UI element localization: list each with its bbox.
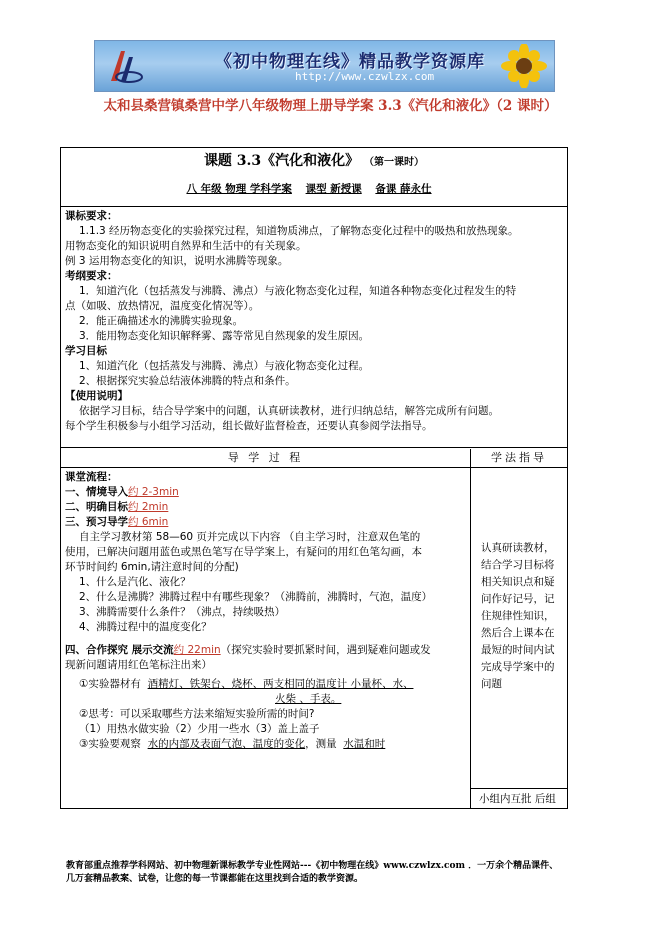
exam-line: 1．知道汽化（包括蒸发与沸腾、沸点）与液化物态变化过程，知道各种物态变化过程发生的特 [79, 285, 517, 297]
question-item: 2、什么是沸腾？沸腾过程中有哪些现象？（沸腾前，沸腾时，气泡，温度） [79, 591, 433, 603]
step-label: 四、合作探究 展示交流 [65, 644, 174, 656]
guide-column-head: 学法指导 [491, 451, 547, 464]
process-heading: 课堂流程： [65, 471, 118, 483]
meta-grade: 八 年级 物理 学科学案 [186, 183, 292, 195]
process-step [65, 643, 466, 658]
experiment-line [65, 677, 466, 692]
experiment-label: ③实验要观察 [79, 738, 141, 750]
exam-line: 3．能用物态变化知识解释雾、露等常见自然现象的发生原因。 [79, 330, 370, 342]
step-time: 约 22min [173, 644, 221, 656]
site-logo-icon [107, 47, 143, 85]
experiment-value: 酒精灯、铁架台、烧杯、两支相同的温度计 小量杯、水、 [147, 678, 414, 690]
exam-heading: 考纲要求： [65, 270, 118, 282]
process-step [65, 500, 466, 515]
usage-line: 依据学习目标，结合导学案中的问题，认真研读教材，进行归纳总结，解答完成所有问题。 [79, 405, 499, 417]
intro-section [61, 207, 567, 448]
step-label: 三、预习导学 [65, 516, 128, 528]
meta-author: 备课 薛永仕 [375, 183, 432, 195]
exam-line: 点（如吸、放热情况，温度变化情况等）。 [65, 300, 260, 312]
self-study-line: 自主学习教材第 58—60 页并完成以下内容 （自主学习时，注意双色笔的 [79, 531, 421, 543]
guide-tip: 认真研读教材，结合学习目标将相关知识点和疑问作好记号，记住规律性知识，然后合上课本在最短的时间内试完成导学案中的问题 [481, 542, 555, 690]
meta-type: 课型 新授课 [305, 183, 362, 195]
experiment-value: 水的内部及表面气泡、温度的变化 [147, 738, 306, 750]
self-study-line: 环节时间约 6min,请注意时间的分配) [65, 561, 239, 573]
footer-line: 几万套精品教案、试卷，让您的每一节课都能在这里找到合适的教学资源。 [66, 874, 364, 884]
page-footer [66, 860, 596, 886]
process-step [65, 515, 466, 530]
step-note: （探究实验时要抓紧时间，遇到疑难问题或发 [220, 644, 431, 656]
experiment-line [65, 692, 466, 707]
lesson-sheet [60, 147, 568, 809]
question-item: 1、什么是汽化、液化？ [79, 576, 191, 588]
process-table-header [61, 449, 567, 468]
usage-line: 每个学生积极参与小组学习活动，组长做好监督检查，还要认真参阅学法指导。 [65, 420, 433, 432]
experiment-value: 火柴 、手表。 [275, 693, 342, 705]
goal-line: 1、知道汽化（包括蒸发与沸腾、沸点）与液化物态变化过程。 [79, 360, 370, 372]
usage-heading: 【使用说明】 [65, 390, 128, 402]
self-study-line: 使用，已解决问题用蓝色或黑色笔写在导学案上，有疑问的用红色笔勾画，本 [65, 546, 422, 558]
standard-line: 例 3 运用物态变化的知识，说明水沸腾等现象。 [65, 255, 289, 267]
standard-line: 用物态变化的知识说明自然界和生活中的有关现象。 [65, 240, 307, 252]
question-item: 3、沸腾需要什么条件？（沸点，持续吸热） [79, 606, 286, 618]
step-label: 二、明确目标 [65, 501, 128, 513]
standard-heading: 课标要求： [65, 210, 118, 222]
goal-heading: 学习目标 [65, 345, 107, 357]
goal-line: 2、根据探究实验总结液体沸腾的特点和条件。 [79, 375, 296, 387]
experiment-text: ，测量 [305, 738, 337, 750]
experiment-value: 水温和时 [343, 738, 386, 750]
process-step [65, 485, 466, 500]
step-note: 现新问题请用红色笔标注出来） [65, 659, 212, 671]
experiment-line: （1）用热水做实验（2）少用一些水（3）盖上盖子 [79, 723, 320, 735]
experiment-line [65, 737, 466, 752]
step-time: 约 2-3min [128, 486, 179, 498]
site-banner [94, 40, 555, 92]
document-title: 太和县桑营镇桑营中学八年级物理上册导学案 3.3《汽化和液化》（2 课时） [103, 98, 558, 114]
process-column-head: 导 学 过 程 [61, 449, 471, 467]
lesson-title [61, 154, 567, 170]
step-label: 一、情境导入 [65, 486, 128, 498]
question-item: 4、沸腾过程中的温度变化？ [79, 621, 212, 633]
banner-url[interactable]: http://www.czwlzx.com [295, 70, 435, 83]
lesson-title-main: 课题 3.3《汽化和液化》 [203, 153, 360, 169]
lesson-title-sub: （第一课时） [364, 157, 425, 168]
process-column [61, 468, 471, 809]
step-time: 约 6min [128, 516, 169, 528]
banner-title: 《初中物理在线》精品教学资源库 [215, 52, 485, 72]
process-table [61, 449, 567, 808]
lesson-meta [61, 182, 567, 197]
step-time: 约 2min [128, 501, 169, 513]
guide-tip-2: 小组内互批 后组 [479, 793, 556, 805]
standard-line: 1.1.3 经历物态变化的实验探究过程，知道物质沸点，了解物态变化过程中的吸热和放热现象。 [79, 225, 519, 237]
process-table-body [61, 468, 567, 809]
experiment-label: ①实验器材有 [79, 678, 141, 690]
exam-line: 2．能正确描述水的沸腾实验现象。 [79, 315, 244, 327]
guide-divider [471, 788, 567, 789]
guide-column [471, 468, 567, 809]
sunflower-icon [490, 44, 548, 88]
footer-line: 教育部重点推荐学科网站、初中物理新课标教学专业性网站---《初中物理在线》www.czwlzx.com ．一万余个精品课件、 [66, 861, 559, 871]
lesson-header [61, 148, 567, 207]
experiment-line: ②思考：可以采取哪些方法来缩短实验所需的时间? [79, 708, 315, 720]
